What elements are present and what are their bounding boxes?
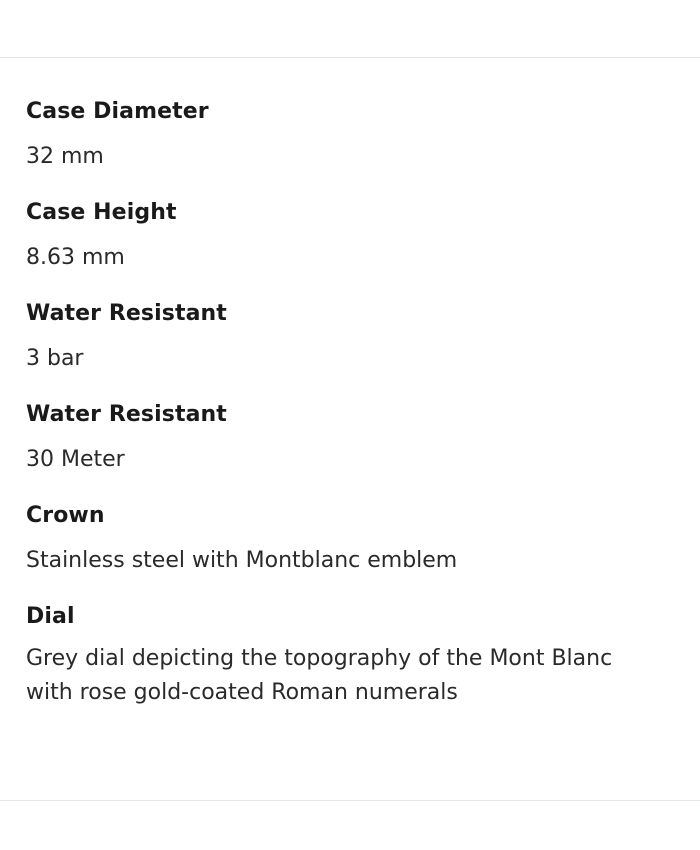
spec-value: 3 bar <box>26 346 84 371</box>
spec-water-resistant-bar <box>26 298 686 376</box>
spec-value-line: Grey dial depicting the topography of the Mont Blanc <box>26 646 613 671</box>
bottom-divider <box>0 800 700 801</box>
spec-label: Water Resistant <box>26 301 227 326</box>
spec-dial <box>26 601 686 710</box>
spec-water-resistant-meter <box>26 399 686 477</box>
spec-label: Crown <box>26 503 105 528</box>
spec-value: 8.63 mm <box>26 245 125 270</box>
spec-label: Dial <box>26 604 75 629</box>
spec-value-multiline <box>26 642 686 710</box>
spec-case-diameter <box>26 96 686 174</box>
top-divider <box>0 57 700 58</box>
spec-value: 30 Meter <box>26 447 125 472</box>
spec-value: 32 mm <box>26 144 104 169</box>
spec-case-height <box>26 197 686 275</box>
spec-label: Case Height <box>26 200 177 225</box>
spec-value-line: with rose gold-coated Roman numerals <box>26 680 458 705</box>
spec-value: Stainless steel with Montblanc emblem <box>26 548 458 573</box>
spec-crown <box>26 500 686 578</box>
spec-label: Water Resistant <box>26 402 227 427</box>
spec-label: Case Diameter <box>26 99 209 124</box>
watch-specifications-list <box>26 96 686 710</box>
